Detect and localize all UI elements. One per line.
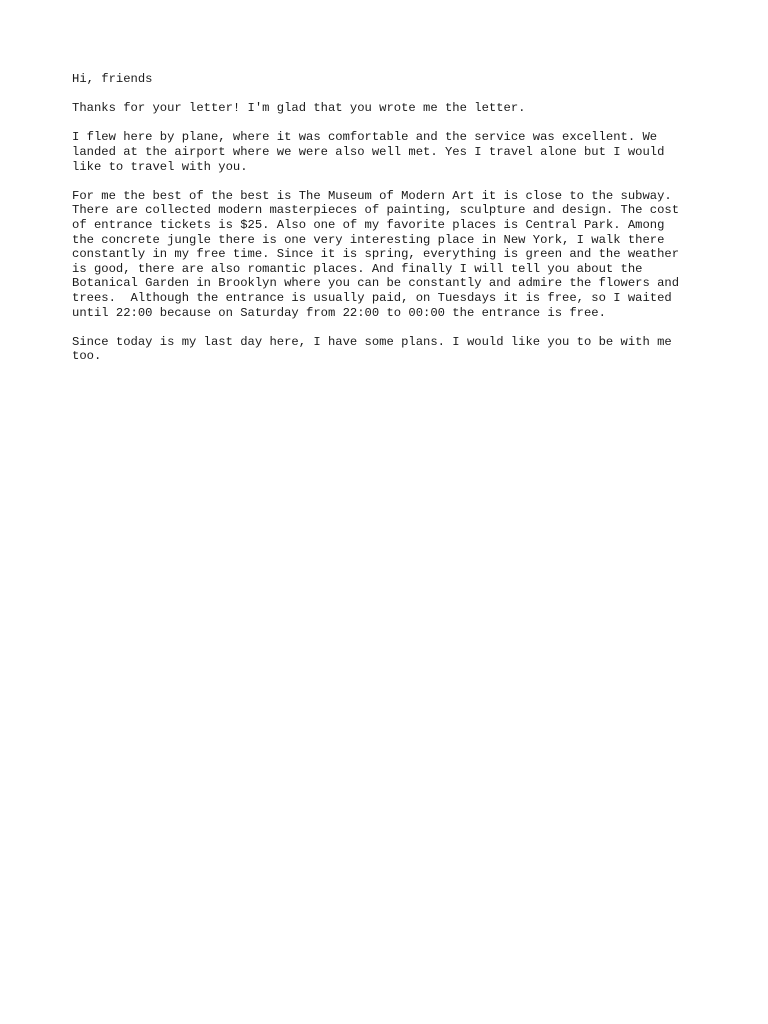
letter-paragraph-travel: I flew here by plane, where it was comfortable and the service was excellent. We landed at the airport where we were also well met. Yes I travel alone but I would like to travel with you. [72, 130, 665, 174]
letter-paragraph-places: For me the best of the best is The Museum of Modern Art it is close to the subway. There are collected modern masterpieces of painting, sculpture and design. The cost of entrance tickets is $25. Also one of my favorite places is Central Park. Among the concrete jungle there is one very interesting place in New York, I walk there constantly in my free time. Since it is spring, everything is green and the weather is good, there are also romantic places. And finally I will tell you about the Botanical Garden in Brooklyn where you can be constantly and admire the flowers and trees. Although the entrance is usually paid, on Tuesdays it is free, so I waited until 22:00 because on Saturday from 22:00 to 00:00 the entrance is free. [72, 188, 680, 320]
letter-paragraph-plans: Since today is my last day here, I have some plans. I would like you to be with me too. [72, 334, 672, 364]
letter-greeting: Hi, friends [72, 72, 153, 86]
letter-body [72, 72, 712, 378]
letter-paragraph-thanks: Thanks for your letter! I'm glad that you wrote me the letter. [72, 101, 526, 116]
